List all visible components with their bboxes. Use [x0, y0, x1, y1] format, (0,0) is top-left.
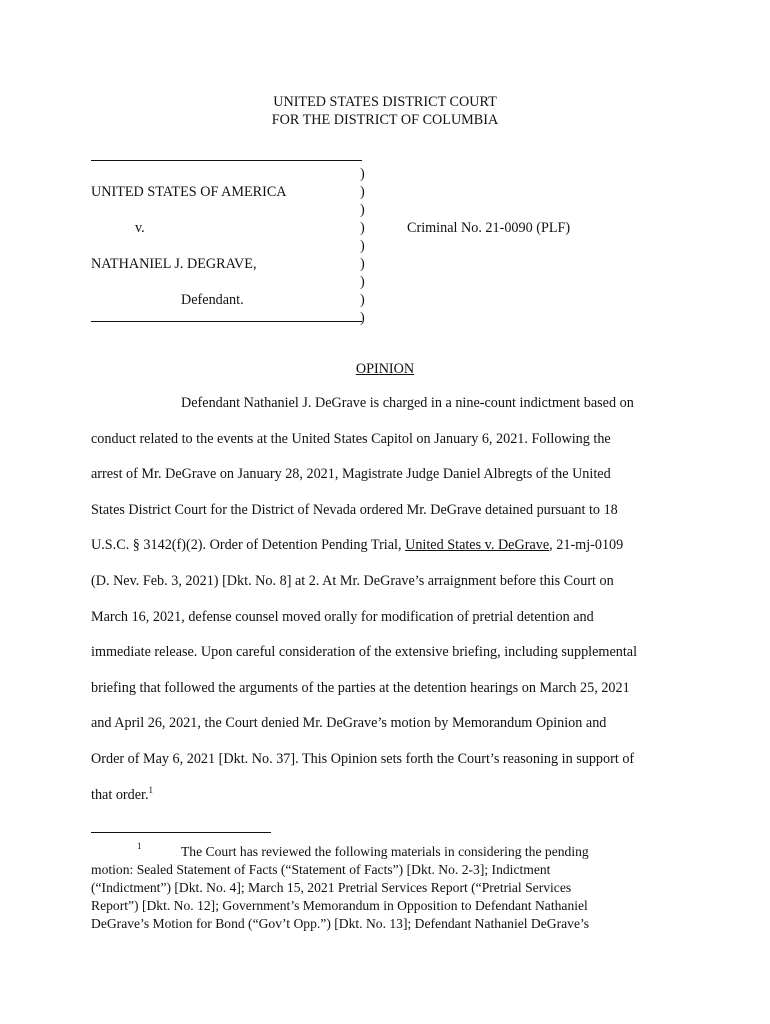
footnote-separator	[91, 832, 271, 833]
caption-paren: )	[360, 256, 365, 272]
case-number: Criminal No. 21-0090 (PLF)	[407, 220, 571, 236]
footnote-line: DeGrave’s Motion for Bond (“Gov’t Opp.”) [Dkt. No. 13]; Defendant Nathaniel DeGrave’s	[91, 916, 590, 931]
case-citation: United States v. DeGrave	[405, 537, 550, 553]
body-line-text: U.S.C. § 3142(f)(2). Order of Detention Pending Trial,	[91, 537, 406, 553]
body-line: (D. Nev. Feb. 3, 2021) [Dkt. No. 8] at 2. At Mr. DeGrave’s arraignment before this Court on	[91, 573, 614, 589]
body-line: arrest of Mr. DeGrave on January 28, 2021, Magistrate Judge Daniel Albregts of the United	[91, 466, 611, 482]
caption-paren: )	[360, 220, 365, 236]
body-line: conduct related to the events at the United States Capitol on January 6, 2021. Following the	[91, 431, 611, 447]
footnote-number: 1	[137, 841, 142, 851]
body-line: Defendant Nathaniel J. DeGrave is charged in a nine-count indictment based on	[181, 395, 634, 411]
caption-paren: )	[360, 202, 365, 218]
caption-top-rule	[91, 160, 362, 161]
body-line	[91, 537, 623, 554]
body-line: briefing that followed the arguments of the parties at the detention hearings on March 25, 2021	[91, 680, 630, 696]
court-name: UNITED STATES DISTRICT COURT	[273, 94, 497, 110]
body-line: March 16, 2021, defense counsel moved orally for modification of pretrial detention and	[91, 609, 594, 625]
caption-paren: )	[360, 310, 365, 326]
caption-paren: )	[360, 238, 365, 254]
body-line: Order of May 6, 2021 [Dkt. No. 37]. This Opinion sets forth the Court’s reasoning in support of	[91, 751, 635, 767]
body-line	[91, 787, 153, 804]
body-line: and April 26, 2021, the Court denied Mr. DeGrave’s motion by Memorandum Opinion and	[91, 715, 607, 731]
court-district: FOR THE DISTRICT OF COLUMBIA	[271, 112, 499, 128]
caption-paren: )	[360, 292, 365, 308]
footnote-line: The Court has reviewed the following materials in considering the pending	[181, 844, 589, 859]
footnote-line: motion: Sealed Statement of Facts (“Statement of Facts”) [Dkt. No. 2-3]; Indictment	[91, 862, 551, 877]
case-citation-tail: , 21-mj-0109	[549, 537, 624, 553]
caption-defendant-role: Defendant.	[181, 292, 244, 308]
caption-paren: )	[360, 184, 365, 200]
opinion-title: OPINION	[355, 361, 415, 377]
caption-paren: )	[360, 274, 365, 290]
body-line-text: that order.	[91, 787, 149, 803]
caption-paren: )	[360, 166, 365, 182]
caption-defendant-name: NATHANIEL J. DEGRAVE,	[91, 256, 257, 272]
caption-versus: v.	[135, 220, 145, 236]
footnote-line: Report”) [Dkt. No. 12]; Government’s Memorandum in Opposition to Defendant Nathaniel	[91, 898, 588, 913]
caption-bottom-rule	[91, 321, 362, 322]
caption-plaintiff: UNITED STATES OF AMERICA	[91, 184, 287, 200]
footnote-line: (“Indictment”) [Dkt. No. 4]; March 15, 2021 Pretrial Services Report (“Pretrial Services	[91, 880, 572, 895]
body-line: immediate release. Upon careful consideration of the extensive briefing, including supplemental	[91, 644, 638, 660]
body-line: States District Court for the District of Nevada ordered Mr. DeGrave detained pursuant to 18	[91, 502, 618, 518]
footnote-reference[interactable]: 1	[148, 785, 154, 795]
